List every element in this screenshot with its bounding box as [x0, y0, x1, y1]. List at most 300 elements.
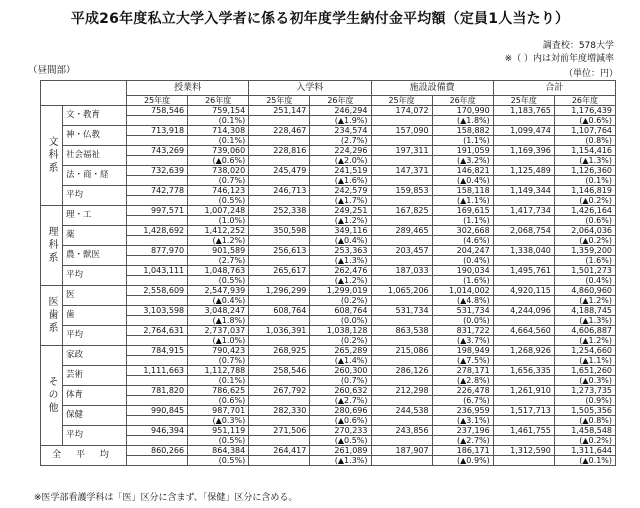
unit-label: （単位：円）: [563, 69, 618, 79]
value-cell: 1,111,663: [127, 366, 188, 376]
percent-cell: (▲1.2%): [554, 296, 615, 306]
value-cell: 203,457: [371, 246, 432, 256]
percent-cell: (▲1.0%): [188, 336, 249, 346]
table-row: [41, 166, 616, 176]
empty-cell: [127, 136, 188, 146]
value-cell: 243,856: [371, 426, 432, 436]
empty-cell: [371, 196, 432, 206]
empty-cell: [371, 176, 432, 186]
value-cell: 739,060: [188, 146, 249, 156]
value-cell: 282,330: [249, 406, 310, 416]
year-header: 25年度: [371, 96, 432, 106]
empty-cell: [249, 316, 310, 326]
value-cell: 946,394: [127, 426, 188, 436]
value-cell: 713,918: [127, 126, 188, 136]
table-row: [41, 146, 616, 156]
value-cell: 1,254,660: [554, 346, 615, 356]
empty-cell: [127, 316, 188, 326]
value-cell: 743,269: [127, 146, 188, 156]
value-cell: 1,656,335: [493, 366, 554, 376]
table-row: [41, 446, 616, 456]
year-header: 26年度: [554, 96, 615, 106]
section-label: その他: [41, 346, 63, 446]
empty-cell: [371, 356, 432, 366]
tuition-table: [40, 80, 616, 466]
empty-cell: [249, 196, 310, 206]
value-cell: 4,606,887: [554, 326, 615, 336]
row-label: 文・教育: [63, 106, 127, 126]
year-header: 26年度: [310, 96, 371, 106]
value-cell: 1,312,590: [493, 446, 554, 456]
percent-cell: (0.5%): [188, 436, 249, 446]
value-cell: 212,298: [371, 386, 432, 396]
value-cell: 1,412,252: [188, 226, 249, 236]
empty-cell: [371, 296, 432, 306]
empty-cell: [493, 356, 554, 366]
value-cell: 190,034: [432, 266, 493, 276]
percent-cell: (0.4%): [554, 276, 615, 286]
row-label: 社会福祉: [63, 146, 127, 166]
percent-cell: (▲2.7%): [432, 436, 493, 446]
value-cell: 159,853: [371, 186, 432, 196]
value-cell: 860,266: [127, 446, 188, 456]
empty-cell: [493, 276, 554, 286]
empty-cell: [493, 456, 554, 466]
value-cell: 187,907: [371, 446, 432, 456]
value-cell: 1,428,692: [127, 226, 188, 236]
empty-cell: [493, 316, 554, 326]
percent-cell: (▲0.6%): [188, 156, 249, 166]
percent-cell: (0.0%): [432, 316, 493, 326]
value-cell: 1,461,755: [493, 426, 554, 436]
percent-cell: (0.7%): [310, 376, 371, 386]
percent-cell: (▲4.8%): [432, 296, 493, 306]
value-cell: 170,990: [432, 106, 493, 116]
empty-cell: [371, 396, 432, 406]
value-cell: 236,959: [432, 406, 493, 416]
empty-cell: [371, 136, 432, 146]
empty-cell: [249, 416, 310, 426]
value-cell: 242,579: [310, 186, 371, 196]
value-cell: 261,089: [310, 446, 371, 456]
value-cell: 2,547,939: [188, 286, 249, 296]
value-cell: 246,713: [249, 186, 310, 196]
empty-cell: [249, 116, 310, 126]
year-header: 25年度: [493, 96, 554, 106]
empty-cell: [127, 396, 188, 406]
percent-cell: (0.5%): [188, 196, 249, 206]
table-row-percent: [41, 216, 616, 226]
value-cell: 267,792: [249, 386, 310, 396]
value-cell: 864,384: [188, 446, 249, 456]
value-cell: 531,734: [371, 306, 432, 316]
percent-cell: (▲2.8%): [432, 376, 493, 386]
value-cell: 4,860,960: [554, 286, 615, 296]
value-cell: 531,734: [432, 306, 493, 316]
percent-cell: (0.1%): [554, 176, 615, 186]
empty-cell: [249, 336, 310, 346]
value-cell: 198,949: [432, 346, 493, 356]
table-row: [41, 386, 616, 396]
value-cell: 1,299,019: [310, 286, 371, 296]
value-cell: 224,296: [310, 146, 371, 156]
percent-cell: (0.7%): [188, 176, 249, 186]
value-cell: 1,014,002: [432, 286, 493, 296]
percent-cell: (▲1.2%): [310, 216, 371, 226]
percent-cell: (0.8%): [554, 136, 615, 146]
value-cell: 987,701: [188, 406, 249, 416]
value-cell: 1,099,474: [493, 126, 554, 136]
header-admission: 入学料: [249, 81, 371, 96]
empty-cell: [371, 416, 432, 426]
table-row-percent: [41, 356, 616, 366]
empty-cell: [493, 396, 554, 406]
empty-cell: [249, 436, 310, 446]
empty-cell: [127, 436, 188, 446]
percent-cell: (▲1.3%): [554, 316, 615, 326]
value-cell: 251,147: [249, 106, 310, 116]
year-header: 26年度: [432, 96, 493, 106]
row-label: 医: [63, 286, 127, 306]
row-label: 家政: [63, 346, 127, 366]
value-cell: 1,426,164: [554, 206, 615, 216]
value-cell: 1,038,128: [310, 326, 371, 336]
value-cell: 759,154: [188, 106, 249, 116]
value-cell: 246,294: [310, 106, 371, 116]
header-total: 合計: [493, 81, 615, 96]
percent-cell: (▲3.7%): [432, 336, 493, 346]
value-cell: 146,821: [432, 166, 493, 176]
value-cell: 732,639: [127, 166, 188, 176]
percent-cell: (1.0%): [188, 216, 249, 226]
empty-cell: [493, 296, 554, 306]
value-cell: 271,506: [249, 426, 310, 436]
empty-cell: [127, 456, 188, 466]
value-cell: 302,668: [432, 226, 493, 236]
empty-cell: [493, 336, 554, 346]
empty-cell: [127, 336, 188, 346]
value-cell: 738,020: [188, 166, 249, 176]
table-row-percent: [41, 136, 616, 146]
value-cell: 158,882: [432, 126, 493, 136]
value-cell: 901,589: [188, 246, 249, 256]
percent-cell: (▲1.1%): [432, 196, 493, 206]
value-cell: 241,519: [310, 166, 371, 176]
empty-cell: [493, 196, 554, 206]
year-header: 25年度: [249, 96, 310, 106]
percent-cell: (▲3.2%): [432, 156, 493, 166]
percent-cell: (▲1.3%): [310, 456, 371, 466]
value-cell: 1,112,788: [188, 366, 249, 376]
percent-cell: (▲0.3%): [554, 376, 615, 386]
empty-cell: [127, 376, 188, 386]
table-row-percent: [41, 436, 616, 446]
table-row: [41, 366, 616, 376]
empty-cell: [493, 256, 554, 266]
empty-cell: [493, 416, 554, 426]
empty-cell: [249, 296, 310, 306]
percent-cell: (0.2%): [310, 296, 371, 306]
empty-cell: [127, 176, 188, 186]
empty-cell: [371, 276, 432, 286]
value-cell: 244,538: [371, 406, 432, 416]
value-cell: 1,651,260: [554, 366, 615, 376]
value-cell: 237,196: [432, 426, 493, 436]
value-cell: 157,090: [371, 126, 432, 136]
value-cell: 258,546: [249, 366, 310, 376]
empty-cell: [493, 136, 554, 146]
value-cell: 253,363: [310, 246, 371, 256]
percent-cell: (1.6%): [432, 276, 493, 286]
year-header: 26年度: [188, 96, 249, 106]
table-row-percent: [41, 116, 616, 126]
value-cell: 270,233: [310, 426, 371, 436]
empty-cell: [249, 376, 310, 386]
value-cell: 280,696: [310, 406, 371, 416]
header-blank: [41, 81, 127, 106]
empty-cell: [249, 256, 310, 266]
row-label: 薬: [63, 226, 127, 246]
percent-cell: (▲0.8%): [554, 416, 615, 426]
value-cell: 4,188,745: [554, 306, 615, 316]
value-cell: 1,311,644: [554, 446, 615, 456]
value-cell: 831,722: [432, 326, 493, 336]
value-cell: 252,338: [249, 206, 310, 216]
empty-cell: [371, 336, 432, 346]
value-cell: 215,086: [371, 346, 432, 356]
empty-cell: [249, 456, 310, 466]
percent-cell: (▲0.2%): [554, 436, 615, 446]
table-row-percent: [41, 196, 616, 206]
value-cell: 4,920,115: [493, 286, 554, 296]
percent-cell: (0.6%): [188, 396, 249, 406]
value-cell: 147,371: [371, 166, 432, 176]
percent-note: ※（ ）内は対前年度増減率: [504, 54, 614, 64]
value-cell: 260,632: [310, 386, 371, 396]
empty-cell: [249, 276, 310, 286]
table-row-percent: [41, 376, 616, 386]
percent-cell: (▲1.9%): [310, 116, 371, 126]
empty-cell: [493, 376, 554, 386]
value-cell: 997,571: [127, 206, 188, 216]
percent-cell: (▲0.4%): [432, 176, 493, 186]
value-cell: 608,764: [249, 306, 310, 316]
percent-cell: (▲2.7%): [310, 396, 371, 406]
empty-cell: [249, 356, 310, 366]
percent-cell: (▲1.3%): [554, 156, 615, 166]
value-cell: 790,423: [188, 346, 249, 356]
percent-cell: (▲0.6%): [310, 416, 371, 426]
empty-cell: [127, 416, 188, 426]
empty-cell: [249, 396, 310, 406]
empty-cell: [127, 356, 188, 366]
value-cell: 187,033: [371, 266, 432, 276]
year-header: 25年度: [127, 96, 188, 106]
empty-cell: [371, 216, 432, 226]
percent-cell: (▲1.4%): [310, 356, 371, 366]
row-label: 歯: [63, 306, 127, 326]
percent-cell: (▲1.2%): [554, 336, 615, 346]
row-label: 神・仏教: [63, 126, 127, 146]
value-cell: 1,517,713: [493, 406, 554, 416]
empty-cell: [371, 456, 432, 466]
table-row-percent: [41, 276, 616, 286]
value-cell: 1,296,299: [249, 286, 310, 296]
percent-cell: (0.1%): [188, 376, 249, 386]
percent-cell: (2.7%): [188, 256, 249, 266]
section-label: 医歯系: [41, 286, 63, 346]
table-row: [41, 206, 616, 216]
value-cell: 349,116: [310, 226, 371, 236]
value-cell: 2,737,037: [188, 326, 249, 336]
value-cell: 1,417,734: [493, 206, 554, 216]
percent-cell: (▲0.1%): [554, 456, 615, 466]
value-cell: 228,816: [249, 146, 310, 156]
table-row-percent: [41, 236, 616, 246]
value-cell: 1,107,764: [554, 126, 615, 136]
percent-cell: (▲7.5%): [432, 356, 493, 366]
percent-cell: (0.1%): [188, 116, 249, 126]
value-cell: 1,338,040: [493, 246, 554, 256]
value-cell: 256,613: [249, 246, 310, 256]
value-cell: 1,126,360: [554, 166, 615, 176]
table-row-percent: [41, 256, 616, 266]
table-row: [41, 426, 616, 436]
value-cell: 3,103,598: [127, 306, 188, 316]
value-cell: 186,171: [432, 446, 493, 456]
row-label: 平均: [63, 266, 127, 286]
percent-cell: (▲0.9%): [432, 456, 493, 466]
value-cell: 742,778: [127, 186, 188, 196]
daytime-note: （昼間部）: [28, 65, 76, 76]
empty-cell: [493, 236, 554, 246]
table-row: [41, 286, 616, 296]
table-row-percent: [41, 316, 616, 326]
value-cell: 1,043,111: [127, 266, 188, 276]
header-facility: 施設設備費: [371, 81, 493, 96]
header-tuition: 授業料: [127, 81, 249, 96]
percent-cell: (1.6%): [554, 256, 615, 266]
value-cell: 1,036,391: [249, 326, 310, 336]
row-label: 理・工: [63, 206, 127, 226]
value-cell: 1,048,763: [188, 266, 249, 276]
empty-cell: [371, 236, 432, 246]
table-row: [41, 186, 616, 196]
percent-cell: (0.6%): [554, 216, 615, 226]
percent-cell: (▲2.0%): [310, 156, 371, 166]
empty-cell: [249, 236, 310, 246]
table-row-percent: [41, 396, 616, 406]
percent-cell: (0.2%): [310, 336, 371, 346]
value-cell: 265,289: [310, 346, 371, 356]
value-cell: 286,126: [371, 366, 432, 376]
empty-cell: [371, 316, 432, 326]
table-row-percent: [41, 156, 616, 166]
value-cell: 758,546: [127, 106, 188, 116]
table-row-percent: [41, 416, 616, 426]
value-cell: 1,169,396: [493, 146, 554, 156]
table-row: [41, 226, 616, 236]
value-cell: 228,467: [249, 126, 310, 136]
value-cell: 1,154,416: [554, 146, 615, 156]
empty-cell: [249, 156, 310, 166]
percent-cell: (▲1.3%): [310, 256, 371, 266]
table-row: [41, 126, 616, 136]
empty-cell: [493, 156, 554, 166]
empty-cell: [127, 116, 188, 126]
row-label: 平均: [63, 186, 127, 206]
percent-cell: (▲0.6%): [554, 116, 615, 126]
value-cell: 1,183,765: [493, 106, 554, 116]
table-row-percent: [41, 456, 616, 466]
row-label: 保健: [63, 406, 127, 426]
percent-cell: (0.9%): [554, 396, 615, 406]
value-cell: 951,119: [188, 426, 249, 436]
empty-cell: [493, 116, 554, 126]
percent-cell: (▲3.1%): [432, 416, 493, 426]
percent-cell: (0.1%): [188, 136, 249, 146]
percent-cell: (0.5%): [188, 276, 249, 286]
empty-cell: [371, 256, 432, 266]
value-cell: 2,558,609: [127, 286, 188, 296]
empty-cell: [493, 216, 554, 226]
empty-cell: [493, 436, 554, 446]
empty-cell: [127, 276, 188, 286]
value-cell: 169,615: [432, 206, 493, 216]
value-cell: 786,625: [188, 386, 249, 396]
value-cell: 1,007,248: [188, 206, 249, 216]
value-cell: 268,925: [249, 346, 310, 356]
value-cell: 3,048,247: [188, 306, 249, 316]
value-cell: 174,072: [371, 106, 432, 116]
value-cell: 204,247: [432, 246, 493, 256]
value-cell: 158,118: [432, 186, 493, 196]
value-cell: 234,574: [310, 126, 371, 136]
percent-cell: (1.1%): [432, 136, 493, 146]
value-cell: 278,171: [432, 366, 493, 376]
empty-cell: [493, 176, 554, 186]
value-cell: 1,359,200: [554, 246, 615, 256]
row-label: 平均: [63, 326, 127, 346]
value-cell: 1,505,356: [554, 406, 615, 416]
table-row: [41, 346, 616, 356]
percent-cell: (▲1.8%): [432, 116, 493, 126]
value-cell: 289,465: [371, 226, 432, 236]
percent-cell: (4.6%): [432, 236, 493, 246]
percent-cell: (0.5%): [188, 456, 249, 466]
empty-cell: [371, 436, 432, 446]
percent-cell: (▲1.6%): [310, 176, 371, 186]
empty-cell: [249, 176, 310, 186]
value-cell: 1,065,206: [371, 286, 432, 296]
value-cell: 877,970: [127, 246, 188, 256]
value-cell: 4,664,560: [493, 326, 554, 336]
row-label: 農・獣医: [63, 246, 127, 266]
value-cell: 262,476: [310, 266, 371, 276]
empty-cell: [371, 156, 432, 166]
empty-cell: [127, 296, 188, 306]
value-cell: 191,059: [432, 146, 493, 156]
empty-cell: [127, 236, 188, 246]
value-cell: 1,268,926: [493, 346, 554, 356]
value-cell: 784,915: [127, 346, 188, 356]
footnote: ※医学部看護学科は「医」区分に含まず、「保健」区分に含める。: [34, 493, 298, 503]
percent-cell: (▲1.7%): [310, 196, 371, 206]
value-cell: 990,845: [127, 406, 188, 416]
value-cell: 245,479: [249, 166, 310, 176]
value-cell: 4,244,096: [493, 306, 554, 316]
value-cell: 264,417: [249, 446, 310, 456]
